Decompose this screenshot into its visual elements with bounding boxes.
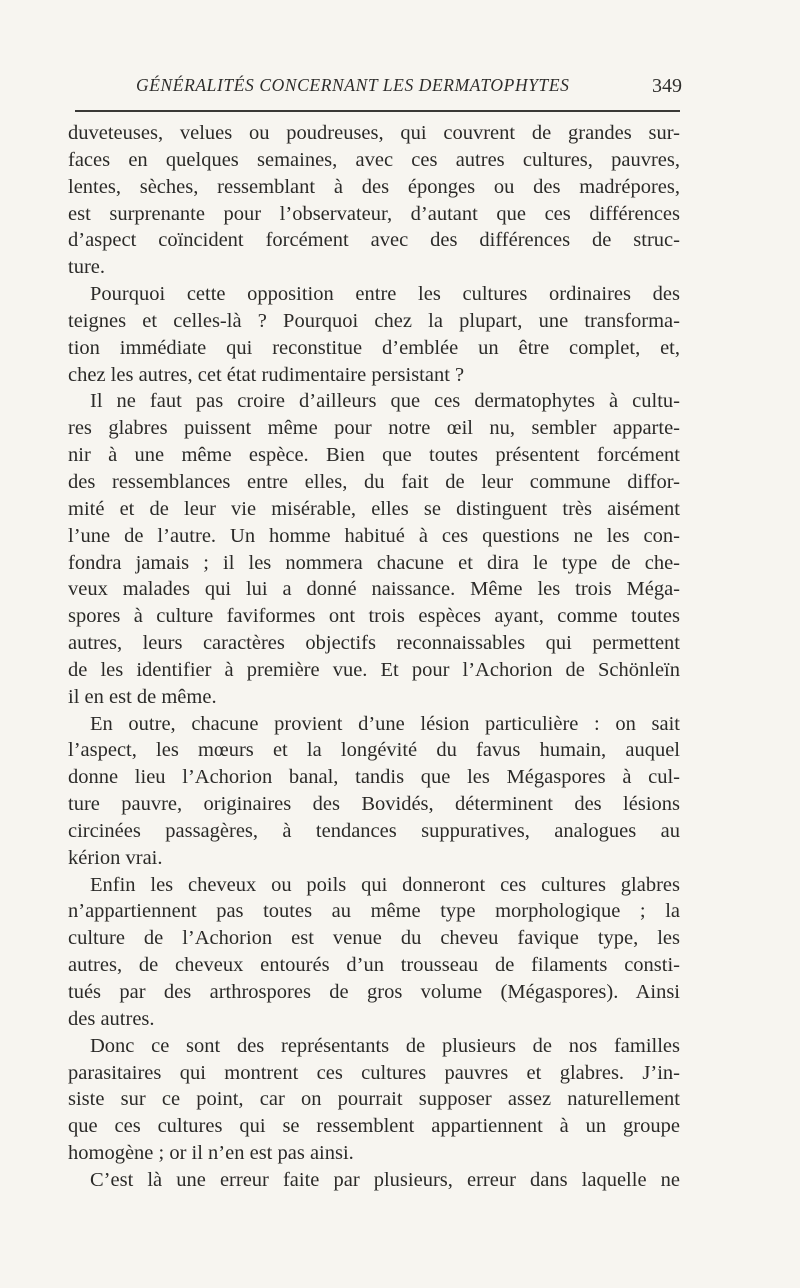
text-line: tués par des arthrospores de gros volume (Mégaspores). Ainsi [68,981,680,1003]
text-line: des ressemblances entre elles, du fait de leur commune diffor- [68,470,680,493]
text-line: culture de l’Achorion est venue du cheveu favique type, les [68,927,680,950]
text-line: des autres. [68,1007,155,1030]
text-line: ture pauvre, originaires des Bovidés, déterminent des lésions [68,793,680,816]
text-line: duveteuses, velues ou poudreuses, qui couvrent de grandes sur- [68,122,680,144]
text-line: kérion vrai. [68,846,163,869]
text-line: veux malades qui lui a donné naissance. Même les trois Méga- [68,578,680,601]
text-line: de les identifier à première vue. Et pour l’Achorion de Schönleïn [68,658,680,681]
text-line: res glabres puissent même pour notre œil nu, sembler apparte- [68,417,680,440]
text-line: ture. [68,256,105,279]
paragraph-start-line: Donc ce sont des représentants de plusieurs de nos familles [90,1034,680,1057]
text-line: tion immédiate qui reconstitue d’emblée un être complet, et, [68,336,680,359]
header-rule [75,110,680,112]
text-line: il en est de même. [68,685,217,708]
body-text [68,120,680,1194]
text-line: d’aspect coïncident forcément avec des différences de struc- [68,229,680,252]
text-line: que ces cultures qui se ressemblent appartiennent à un groupe [68,1115,680,1138]
paragraph-start-line: Enfin les cheveux ou poils qui donneront ces cultures glabres [90,873,680,896]
text-line: fondra jamais ; il les nommera chacune et dira le type de che- [68,551,680,574]
text-line: l’une de l’autre. Un homme habitué à ces questions ne les con- [68,524,680,547]
paragraph-start-line: C’est là une erreur faite par plusieurs, erreur dans laquelle ne [90,1168,680,1191]
text-line: circinées passagères, à tendances suppuratives, analogues au [68,819,680,842]
text-line: homogène ; or il n’en est pas ainsi. [68,1142,354,1165]
text-line: spores à culture faviformes ont trois espèces ayant, comme toutes [68,605,680,628]
text-line: chez les autres, cet état rudimentaire persistant ? [68,363,465,386]
text-line: l’aspect, les mœurs et la longévité du favus humain, auquel [68,739,680,762]
running-head [70,75,682,103]
running-title: GÉNÉRALITÉS CONCERNANT LES DERMATOPHYTES [136,75,570,95]
text-line: parasitaires qui montrent ces cultures pauvres et glabres. J’in- [68,1061,680,1084]
paragraph-start-line: Il ne faut pas croire d’ailleurs que ces dermatophytes à cultu- [90,390,680,413]
text-line: n’appartiennent pas toutes au même type morphologique ; la [68,900,680,923]
text-line: nir à une même espèce. Bien que toutes présentent forcément [68,444,680,467]
paragraph-start-line: En outre, chacune provient d’une lésion particulière : on sait [90,712,680,735]
text-line: lentes, sèches, ressemblant à des éponges ou des madrépores, [68,175,680,198]
text-line: autres, leurs caractères objectifs reconnaissables qui permettent [68,632,680,655]
text-line: est surprenante pour l’observateur, d’autant que ces différences [68,202,680,225]
text-line: mité et de leur vie misérable, elles se distinguent très aisément [68,497,680,520]
text-line: siste sur ce point, car on pourrait supposer assez naturellement [68,1088,680,1111]
text-line: teignes et celles-là ? Pourquoi chez la plupart, une transforma- [68,309,680,332]
text-line: autres, de cheveux entourés d’un trousseau de filaments consti- [68,954,680,977]
text-line: faces en quelques semaines, avec ces autres cultures, pauvres, [68,148,680,171]
text-line: donne lieu l’Achorion banal, tandis que les Mégaspores à cul- [68,766,680,789]
paragraph-start-line: Pourquoi cette opposition entre les cultures ordinaires des [90,283,680,306]
page-number: 349 [652,75,682,97]
